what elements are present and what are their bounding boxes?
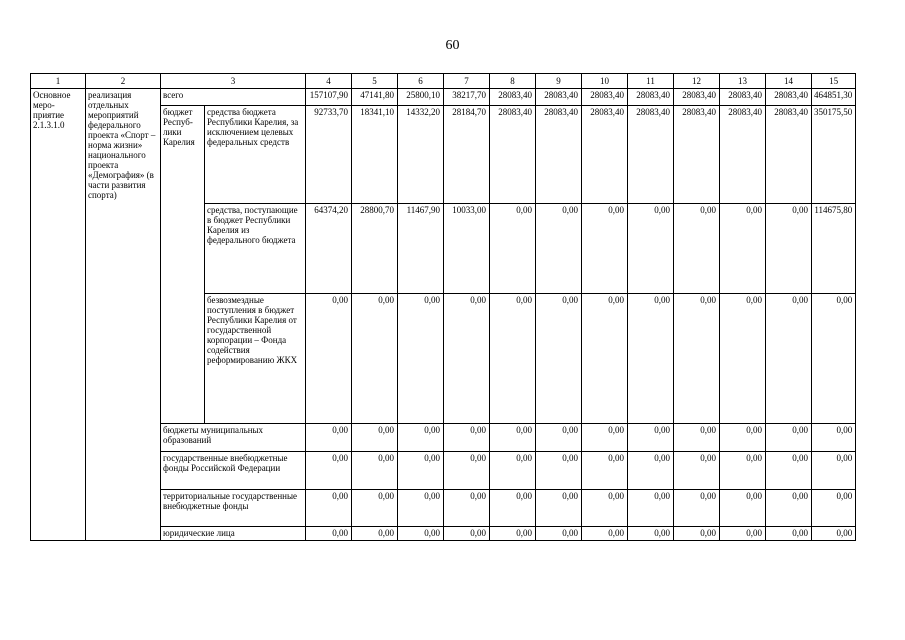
value-cell: 64374,20: [306, 204, 352, 294]
value-cell: 0,00: [582, 424, 628, 452]
value-cell: 0,00: [766, 527, 812, 541]
value-cell: 0,00: [536, 527, 582, 541]
value-cell: 18341,10: [352, 106, 398, 204]
value-cell: 0,00: [720, 294, 766, 424]
header-cell: 15: [812, 74, 856, 89]
header-row: [31, 74, 856, 89]
value-cell: 0,00: [536, 204, 582, 294]
value-cell: 28083,40: [674, 106, 720, 204]
value-cell: 0,00: [306, 490, 352, 527]
value-cell: 0,00: [720, 490, 766, 527]
value-cell: 0,00: [628, 452, 674, 490]
header-cell: 12: [674, 74, 720, 89]
value-cell: 28083,40: [582, 89, 628, 106]
value-cell: 0,00: [536, 490, 582, 527]
value-cell: 28083,40: [536, 106, 582, 204]
value-cell: 0,00: [398, 452, 444, 490]
budget-rk-label: бюджет Респуб-лики Карелия: [161, 106, 205, 424]
value-cell: 0,00: [674, 527, 720, 541]
value-cell: 25800,10: [398, 89, 444, 106]
row-label: средства бюджета Республики Карелия, за исключением целевых федеральных средств: [205, 106, 306, 204]
value-cell: 0,00: [352, 490, 398, 527]
header-cell: 10: [582, 74, 628, 89]
value-cell: 0,00: [766, 204, 812, 294]
value-cell: 92733,70: [306, 106, 352, 204]
value-cell: 0,00: [812, 424, 856, 452]
value-cell: 0,00: [674, 204, 720, 294]
value-cell: 0,00: [490, 424, 536, 452]
value-cell: 28083,40: [766, 89, 812, 106]
value-cell: 0,00: [444, 424, 490, 452]
value-cell: 28083,40: [536, 89, 582, 106]
value-cell: 0,00: [490, 527, 536, 541]
value-cell: 0,00: [398, 294, 444, 424]
page-number: 60: [445, 38, 460, 53]
value-cell: 0,00: [444, 490, 490, 527]
value-cell: 28083,40: [766, 106, 812, 204]
header-cell: 8: [490, 74, 536, 89]
value-cell: 0,00: [352, 424, 398, 452]
value-cell: 0,00: [490, 204, 536, 294]
value-cell: 11467,90: [398, 204, 444, 294]
value-cell: 28800,70: [352, 204, 398, 294]
value-cell: 0,00: [766, 424, 812, 452]
value-cell: 47141,80: [352, 89, 398, 106]
header-cell: 6: [398, 74, 444, 89]
value-cell: 0,00: [398, 490, 444, 527]
value-cell: 28083,40: [674, 89, 720, 106]
value-cell: 0,00: [628, 294, 674, 424]
value-cell: 0,00: [582, 204, 628, 294]
header-cell: 5: [352, 74, 398, 89]
value-cell: 0,00: [766, 294, 812, 424]
table-row: [31, 89, 856, 106]
value-cell: 0,00: [352, 294, 398, 424]
row-label: бюджеты муниципальных образований: [161, 424, 306, 452]
row-label: всего: [161, 89, 306, 106]
value-cell: 0,00: [628, 527, 674, 541]
value-cell: 0,00: [720, 452, 766, 490]
value-cell: 0,00: [398, 527, 444, 541]
value-cell: 0,00: [720, 527, 766, 541]
value-cell: 0,00: [398, 424, 444, 452]
value-cell: 0,00: [490, 294, 536, 424]
value-cell: 28083,40: [628, 106, 674, 204]
value-cell: 350175,50: [812, 106, 856, 204]
value-cell: 0,00: [766, 452, 812, 490]
value-cell: 0,00: [628, 424, 674, 452]
value-cell: 28184,70: [444, 106, 490, 204]
value-cell: 0,00: [720, 204, 766, 294]
value-cell: 0,00: [490, 490, 536, 527]
value-cell: 0,00: [444, 294, 490, 424]
row-label: территориальные государственные внебюджетные фонды: [161, 490, 306, 527]
value-cell: 28083,40: [490, 89, 536, 106]
value-cell: 0,00: [582, 527, 628, 541]
value-cell: 0,00: [674, 452, 720, 490]
value-cell: 28083,40: [490, 106, 536, 204]
value-cell: 0,00: [536, 294, 582, 424]
value-cell: 28083,40: [582, 106, 628, 204]
row-label: безвозмездные поступления в бюджет Республики Карелия от государственной корпорации – Фонда содействия реформированию ЖКХ: [205, 294, 306, 424]
value-cell: 114675,80: [812, 204, 856, 294]
header-cell: 13: [720, 74, 766, 89]
header-cell: 3: [161, 74, 306, 89]
value-cell: 0,00: [306, 452, 352, 490]
value-cell: 0,00: [352, 452, 398, 490]
value-cell: 0,00: [582, 452, 628, 490]
header-cell: 11: [628, 74, 674, 89]
value-cell: 14332,20: [398, 106, 444, 204]
header-cell: 2: [86, 74, 161, 89]
row-label: средства, поступающие в бюджет Республики Карелия из федерального бюджета: [205, 204, 306, 294]
value-cell: 0,00: [536, 424, 582, 452]
value-cell: 10033,00: [444, 204, 490, 294]
header-cell: 14: [766, 74, 812, 89]
value-cell: 0,00: [582, 294, 628, 424]
value-cell: 157107,90: [306, 89, 352, 106]
value-cell: 0,00: [720, 424, 766, 452]
value-cell: 0,00: [536, 452, 582, 490]
value-cell: 0,00: [674, 490, 720, 527]
value-cell: 0,00: [444, 527, 490, 541]
value-cell: 0,00: [674, 424, 720, 452]
value-cell: 0,00: [628, 204, 674, 294]
value-cell: 0,00: [306, 294, 352, 424]
value-cell: 0,00: [812, 527, 856, 541]
value-cell: 28083,40: [720, 106, 766, 204]
value-cell: 0,00: [444, 452, 490, 490]
header-cell: 1: [31, 74, 86, 89]
budget-table: [30, 73, 856, 541]
value-cell: 0,00: [766, 490, 812, 527]
row-label: государственные внебюджетные фонды Российской Федерации: [161, 452, 306, 490]
value-cell: 0,00: [812, 294, 856, 424]
value-cell: 0,00: [812, 452, 856, 490]
activity-code-cell: Основное меро-приятие 2.1.3.1.0: [31, 89, 86, 541]
activity-description-cell: реализация отдельных мероприятий федерального проекта «Спорт – норма жизни» национального проекта «Демография» (в части развития спорта): [86, 89, 161, 541]
value-cell: 0,00: [352, 527, 398, 541]
value-cell: 0,00: [812, 490, 856, 527]
header-cell: 4: [306, 74, 352, 89]
value-cell: 0,00: [490, 452, 536, 490]
value-cell: 0,00: [628, 490, 674, 527]
value-cell: 0,00: [306, 527, 352, 541]
header-cell: 7: [444, 74, 490, 89]
header-cell: 9: [536, 74, 582, 89]
value-cell: 28083,40: [628, 89, 674, 106]
value-cell: 464851,30: [812, 89, 856, 106]
value-cell: 38217,70: [444, 89, 490, 106]
value-cell: 0,00: [582, 490, 628, 527]
value-cell: 28083,40: [720, 89, 766, 106]
row-label: юридические лица: [161, 527, 306, 541]
value-cell: 0,00: [674, 294, 720, 424]
value-cell: 0,00: [306, 424, 352, 452]
